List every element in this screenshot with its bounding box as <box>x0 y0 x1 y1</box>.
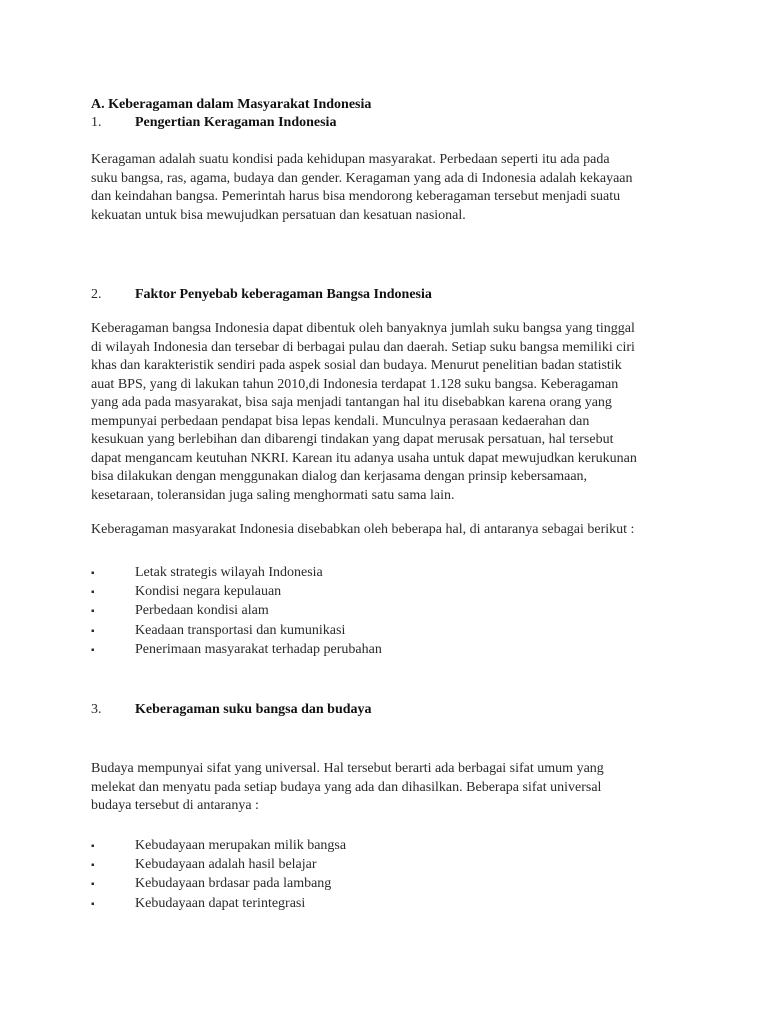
paragraph-line: khas dan karakteristik sendiri pada aspek sosial dan budaya. Menurut penelitian badan statistik <box>91 358 622 373</box>
paragraph-line: budaya tersebut di antaranya : <box>91 798 259 813</box>
section-3-heading <box>91 700 372 720</box>
section-number: 2. <box>91 287 102 302</box>
bullet-icon: ▪ <box>91 625 95 637</box>
list-item <box>91 563 382 582</box>
paragraph-line: melekat dan menyatu pada setiap budaya yang ada dan dihasilkan. Beberapa sifat universal <box>91 779 602 795</box>
paragraph-line: kekuatan untuk bisa mewujudkan persatuan dan kesatuan nasional. <box>91 207 466 223</box>
section-3-list <box>91 836 346 913</box>
list-item-text: Kebudayaan dapat terintegrasi <box>135 895 306 911</box>
list-item-text: Keadaan transportasi dan kumunikasi <box>135 622 346 638</box>
section-title: Faktor Penyebab keberagaman Bangsa Indonesia <box>135 287 432 302</box>
list-item <box>91 601 382 620</box>
document-title-text: A. Keberagaman dalam Masyarakat Indonesia <box>91 97 372 112</box>
section-3-paragraph <box>91 760 604 816</box>
section-title: Keberagaman suku bangsa dan budaya <box>135 702 372 717</box>
document-title <box>91 95 371 115</box>
paragraph-line: mempunyai perbedaan pendapat bisa lepas kendali. Munculnya perasaan kedaerahan dan <box>91 413 590 429</box>
section-number: 1. <box>91 115 102 130</box>
bullet-icon: ▪ <box>91 568 95 579</box>
paragraph-line: Budaya mempunyai sifat yang universal. Hal tersebut berarti ada berbagai sifat umum yang <box>91 761 604 776</box>
paragraph-line: dapat mengancam keutuhan NKRI. Karean itu adanya usaha untuk dapat mewujudkan kerukunan <box>91 450 637 466</box>
list-item-text: Kondisi negara kepulauan <box>135 584 282 600</box>
paragraph-line: bisa dilakukan dengan menggunakan dialog dan kerjasama dengan prinsip kebersamaan, <box>91 469 588 484</box>
bullet-icon: ▪ <box>91 860 95 872</box>
list-item <box>91 621 382 640</box>
list-item-text: Penerimaan masyarakat terhadap perubahan <box>135 641 382 657</box>
list-item-text: Kebudayaan merupakan milik bangsa <box>135 838 347 853</box>
list-item <box>91 640 382 659</box>
section-number: 3. <box>91 702 102 717</box>
list-item-text: Perbedaan kondisi alam <box>135 603 269 619</box>
paragraph-line: kesukuan yang berlebihan dan dibarengi tindakan yang dapat merusak persatuan, hal tersebut <box>91 432 614 447</box>
paragraph-line: kesetaraan, toleransidan juga saling menghormati satu sama lain. <box>91 487 455 503</box>
paragraph-line: Keberagaman masyarakat Indonesia disebabkan oleh beberapa hal, di antaranya sebagai berikut : <box>91 522 635 537</box>
list-item <box>91 874 346 893</box>
bullet-icon: ▪ <box>91 606 95 618</box>
section-1-heading <box>91 113 336 133</box>
section-2-intro <box>91 521 634 540</box>
paragraph-line: suku bangsa, ras, agama, budaya dan gender. Keragaman yang ada di Indonesia adalah kekayaan <box>91 170 633 186</box>
paragraph-line: yang ada pada masyarakat, bisa saja menjadi tantangan hal itu disebabkan karena orang yang <box>91 395 612 410</box>
paragraph-line: di wilayah Indonesia dan tersebar di berbagai pulau dan daerah. Setiap suku bangsa memiliki ciri <box>91 339 635 355</box>
list-item-text: Kebudayaan adalah hasil belajar <box>135 857 317 873</box>
list-item <box>91 582 382 601</box>
bullet-icon: ▪ <box>91 898 95 910</box>
paragraph-line: Keberagaman bangsa Indonesia dapat dibentuk oleh banyaknya jumlah suku bangsa yang tinggal <box>91 321 635 336</box>
section-2-list <box>91 563 382 659</box>
bullet-icon: ▪ <box>91 841 95 852</box>
list-item-text: Kebudayaan brdasar pada lambang <box>135 876 332 892</box>
list-item <box>91 855 346 874</box>
list-item <box>91 894 346 913</box>
paragraph-line: dan keindahan bangsa. Pemerintah harus bisa mendorong keberagaman tersebut menjadi suatu <box>91 189 621 204</box>
bullet-icon: ▪ <box>91 587 95 599</box>
section-2-heading <box>91 285 432 305</box>
bullet-icon: ▪ <box>91 644 95 656</box>
section-2-paragraph <box>91 320 637 505</box>
section-1-paragraph <box>91 151 633 225</box>
section-title: Pengertian Keragaman Indonesia <box>135 115 337 130</box>
paragraph-line: auat BPS, yang di lakukan tahun 2010,di Indonesia terdapat 1.128 suku bangsa. Keberagaman <box>91 376 619 392</box>
bullet-icon: ▪ <box>91 879 95 891</box>
list-item-text: Letak strategis wilayah Indonesia <box>135 565 323 580</box>
paragraph-line: Keragaman adalah suatu kondisi pada kehidupan masyarakat. Perbedaan seperti itu ada pada <box>91 152 610 167</box>
list-item <box>91 836 346 855</box>
